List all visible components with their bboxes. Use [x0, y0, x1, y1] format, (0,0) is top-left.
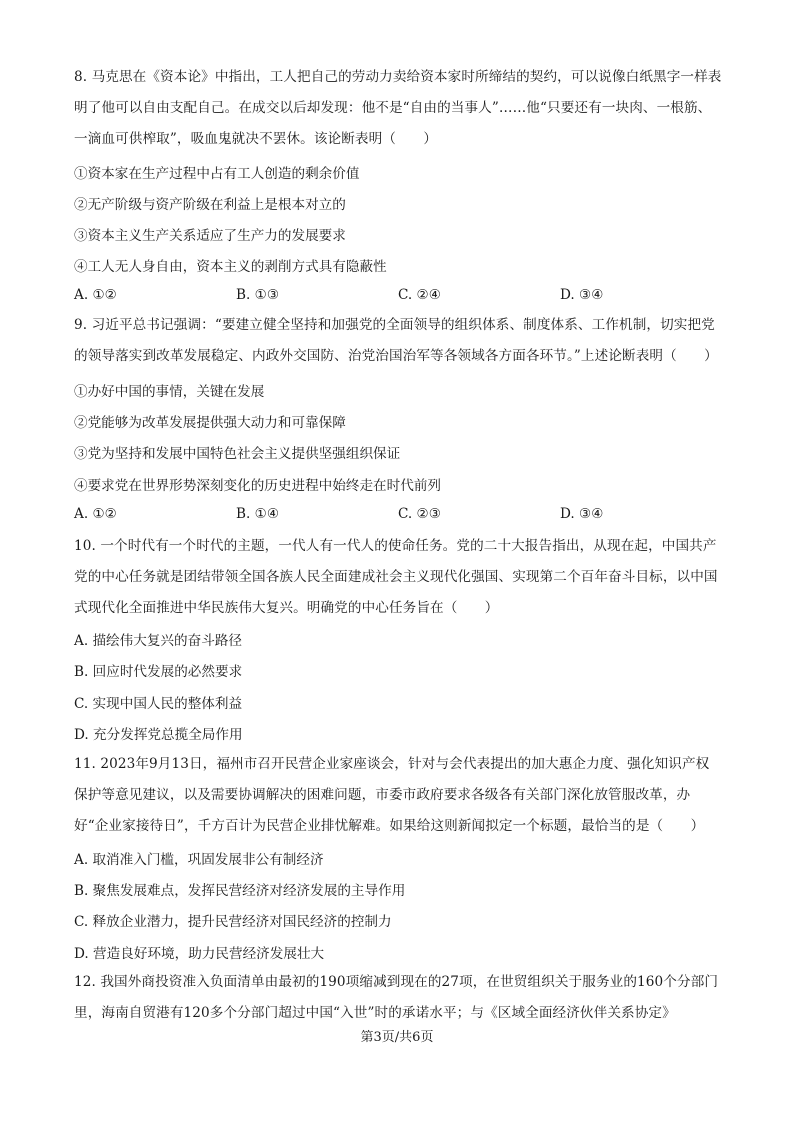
question-9-option-b: B. ①④ — [236, 506, 280, 522]
question-8-item-3: ③资本主义生产关系适应了生产力的发展要求 — [74, 228, 346, 244]
question-8-option-b: B. ①③ — [236, 287, 280, 303]
question-11-option-c: C. 释放企业潜力，提升民营经济对国民经济的控制力 — [74, 914, 392, 930]
question-10-stem: 10. 一个时代有一个时代的主题，一代人有一代人的使命任务。党的二十大报告指出，从现在起，中国共产党的中心任务就是团结带领全国各族人民全面建成社会主义现代化强国、实现第二个百年奋斗目标，以中国式现代化全面推进中华民族伟大复兴。明确党的中心任务旨在（ ） — [74, 538, 718, 616]
question-9-option-c: C. ②③ — [398, 506, 441, 522]
question-9-item-4: ④要求党在世界形势深刻变化的历史进程中始终走在时代前列 — [74, 478, 442, 494]
question-8-item-2: ②无产阶级与资产阶级在利益上是根本对立的 — [74, 197, 346, 213]
question-9-stem: 9. 习近平总书记强调：“要建立健全坚持和加强党的全面领导的组织体系、制度体系、工作机制，切实把党的领导落实到改革发展稳定、内政外交国防、治党治国治军等各领域各方面各环节。”上述论断表明（ ） — [74, 317, 718, 364]
question-11-option-d: D. 营造良好环境，助力民营经济发展壮大 — [74, 946, 325, 962]
question-10-option-d: D. 充分发挥党总揽全局作用 — [74, 727, 243, 743]
page-number: 第3页/共6页 — [360, 1030, 434, 1045]
question-9-item-3: ③党为坚持和发展中国特色社会主义提供坚强组织保证 — [74, 446, 401, 462]
question-10-option-c: C. 实现中国人民的整体利益 — [74, 696, 243, 712]
question-9-option-a: A. ①② — [74, 506, 117, 522]
question-11-stem: 11. 2023年9月13日，福州市召开民营企业家座谈会，针对与会代表提出的加大惠企力度、强化知识产权保护等意见建议，以及需要协调解决的困难问题，市委市政府要求各级各有关部门深化放管服改革，办好“企业家接待日”，千方百计为民营企业排忧解难。如果给这则新闻拟定一个标题，最恰当的是（ ） — [74, 756, 710, 834]
question-9-option-d: D. ③④ — [560, 506, 604, 522]
question-8-option-c: C. ②④ — [398, 287, 441, 303]
question-9-item-2: ②党能够为改革发展提供强大动力和可靠保障 — [74, 415, 346, 431]
question-8-item-1: ①资本家在生产过程中占有工人创造的剩余价值 — [74, 166, 360, 182]
question-10-option-a: A. 描绘伟大复兴的奋斗路径 — [74, 633, 242, 649]
question-11-option-b: B. 聚焦发展难点，发挥民营经济对经济发展的主导作用 — [74, 883, 406, 899]
question-12-stem: 12. 我国外商投资准入负面清单由最初的190项缩减到现在的27项，在世贸组织关于服务业的160个分部门里，海南自贸港有120多个分部门超过中国“入世”时的承诺水平；与《区域全面经济伙伴关系协定》 — [74, 974, 719, 1021]
question-8-option-d: D. ③④ — [560, 287, 604, 303]
question-8-item-4: ④工人无人身自由，资本主义的剥削方式具有隐蔽性 — [74, 259, 387, 275]
question-10-option-b: B. 回应时代发展的必然要求 — [74, 664, 243, 680]
question-9-item-1: ①办好中国的事情，关键在发展 — [74, 384, 265, 400]
question-8-stem: 8. 马克思在《资本论》中指出，工人把自己的劳动力卖给资本家时所缔结的契约，可以说像白纸黑字一样表明了他可以自由支配自己。在成交以后却发现：他不是“自由的当事人”……他“只要还有一块肉、一根筋、一滴血可供榨取”，吸血鬼就决不罢休。该论断表明（ ） — [74, 69, 722, 147]
question-11-option-a: A. 取消准入门槛，巩固发展非公有制经济 — [74, 852, 324, 868]
question-8-option-a: A. ①② — [74, 287, 117, 303]
